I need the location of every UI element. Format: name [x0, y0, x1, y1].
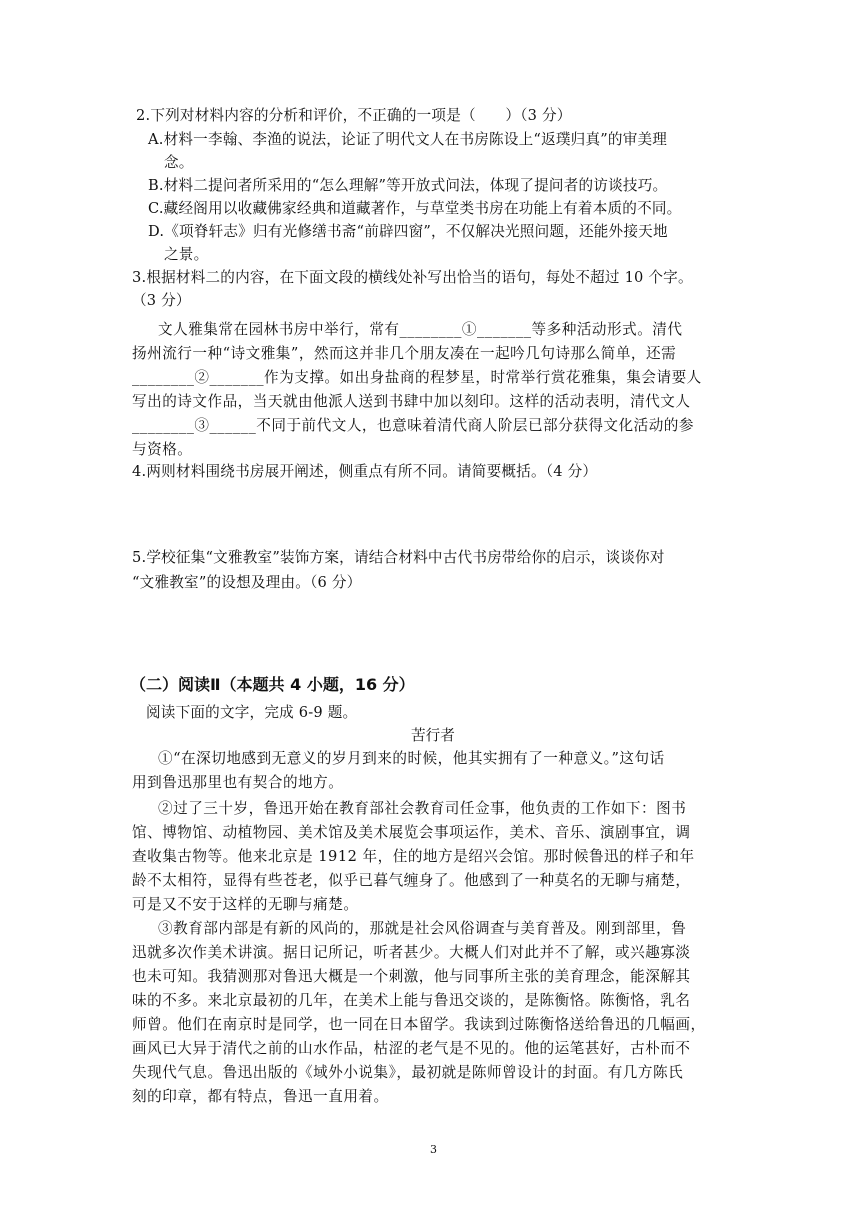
- question-2-option-d-line1: D.《项脊轩志》归有光修缮书斋“前辟四窗”，不仅解决光照问题，还能外接天地: [148, 223, 668, 240]
- question-5-stem-line1: 5.学校征集“文雅教室”装饰方案，请结合材料中古代书房带给你的启示，谈谈你对: [132, 549, 665, 566]
- question-3-passage-line4: 写出的诗文作品，当天就由他派人送到书肆中加以刻印。这样的活动表明，清代文人: [132, 393, 691, 410]
- question-3-passage-line3: ________②_______作为支撑。如出身盐商的程梦星，时常举行赏花雅集，集会请要人: [132, 369, 702, 386]
- paragraph-3-line8: 刻的印章，都有特点，鲁迅一直用着。: [132, 1088, 389, 1105]
- question-2-option-b: B.材料二提问者所采用的“怎么理解”等开放式问法，体现了提问者的访谈技巧。: [148, 177, 668, 194]
- question-3-passage-line6: 与资格。: [132, 441, 193, 458]
- question-2-option-a-line1: A.材料一李翰、李渔的说法，论证了明代文人在书房陈设上“返璞归真”的审美理: [148, 131, 668, 148]
- paragraph-3-line7: 失现代气息。鲁迅出版的《域外小说集》，最初就是陈师曾设计的封面。有几方陈氏: [132, 1064, 684, 1081]
- paragraph-3-line1: ③教育部内部是有新的风尚的，那就是社会风俗调查与美育普及。刚到部里，鲁: [158, 920, 687, 937]
- paragraph-3-line4: 味的不多。来北京最初的几年，在美术上能与鲁迅交谈的，是陈衡恪。陈衡恪，乳名: [132, 992, 691, 1009]
- paragraph-1-line1: ①“在深切地感到无意义的岁月到来的时候，他其实拥有了一种意义。”这句话: [158, 750, 665, 767]
- paragraph-3-line2: 迅就多次作美术讲演。据日记所记，听者甚少。大概人们对此并不了解，或兴趣寡淡: [132, 944, 691, 961]
- question-2-stem: 2.下列对材料内容的分析和评价，不正确的一项是（ ）（3 分）: [136, 107, 572, 124]
- paragraph-3-line5: 师曾。他们在南京时是同学，也一同在日本留学。我读到过陈衡恪送给鲁迅的几幅画，: [132, 1016, 706, 1033]
- question-3-passage-line5: ________③______不同于前代文人，也意味着清代商人阶层已部分获得文化活动的参: [132, 417, 694, 434]
- article-title: 苦行者: [411, 727, 455, 744]
- question-4-stem: 4.两则材料围绕书房展开阐述，侧重点有所不同。请简要概括。（4 分）: [132, 463, 598, 480]
- reading-2-heading: （二）阅读Ⅱ（本题共 4 小题，16 分）: [130, 675, 415, 694]
- paragraph-2-line1: ②过了三十岁，鲁迅开始在教育部社会教育司任佥事，他负责的工作如下：图书: [158, 800, 687, 817]
- question-2-option-d-line2: 之景。: [164, 246, 209, 263]
- question-2-option-a-line2: 念。: [164, 154, 194, 171]
- paragraph-2-line2: 馆、博物馆、动植物园、美术馆及美术展览会事项运作，美术、音乐、演剧事宜，调: [132, 824, 691, 841]
- paragraph-3-line3: 也未可知。我猜测那对鲁迅大概是一个刺激，他与同事所主张的美育理念，能深解其: [132, 968, 691, 985]
- paragraph-3-line6: 画风已大异于清代之前的山水作品，枯涩的老气是不见的。他的运笔甚好，古朴而不: [132, 1040, 691, 1057]
- page-number: 3: [430, 1143, 437, 1156]
- paragraph-1-line2: 用到鲁迅那里也有契合的地方。: [132, 774, 344, 791]
- question-2-option-c: C.藏经阁用以收藏佛家经典和道藏著作，与草堂类书房在功能上有着本质的不同。: [148, 200, 682, 217]
- question-3-passage-line2: 扬州流行一种“诗文雅集”，然而这并非几个朋友凑在一起吟几句诗那么简单，还需: [132, 345, 677, 362]
- question-3-passage-line1: 文人雅集常在园林书房中举行，常有________①_______等多种活动形式。清代: [158, 321, 683, 338]
- question-3-stem-line1: 3.根据材料二的内容，在下面文段的横线处补写出恰当的语句，每处不超过 10 个字。: [132, 269, 693, 286]
- question-5-stem-line2: “文雅教室”的设想及理由。（6 分）: [132, 574, 362, 591]
- question-3-stem-line2: （3 分）: [132, 292, 191, 309]
- paragraph-2-line4: 龄不太相符，显得有些苍老，似乎已暮气缠身了。他感到了一种莫名的无聊与痛楚，: [132, 872, 691, 889]
- paragraph-2-line3: 查收集古物等。他来北京是 1912 年，住的地方是绍兴会馆。那时候鲁迅的样子和年: [132, 848, 695, 865]
- reading-2-instruction: 阅读下面的文字，完成 6-9 题。: [146, 704, 358, 721]
- paragraph-2-line5: 可是又不安于这样的无聊与痛楚。: [132, 896, 359, 913]
